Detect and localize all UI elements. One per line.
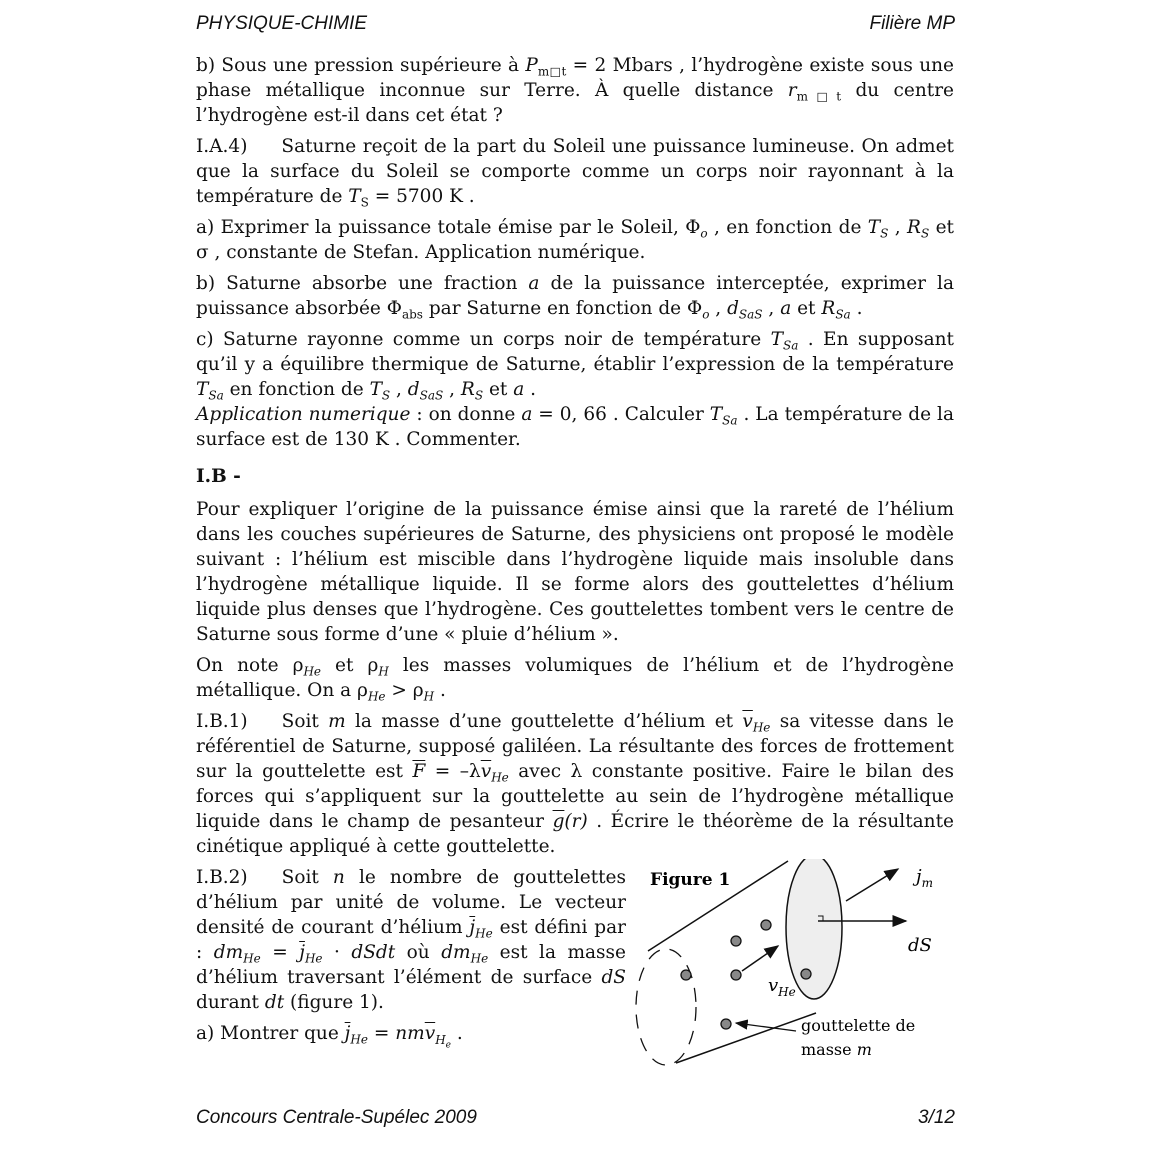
label-droplet-1: gouttelette de	[801, 1016, 916, 1035]
IB-densities: On note $\rho_{He}$ et $\rho_H$ les masses volumiques de l’hélium et de l’hydrogène métallique. On a $\rho_{He} > \rho_H$ .	[196, 655, 954, 704]
question-IA3b: b) Sous une pression supérieure à $P_{m□t} = 2$ Mbars , l’hydrogène existe sous une phase métallique inconnue sur Terre. À quelle distance $r_{m□t}$ du centre l’hydrogène est-il dans cet état ?	[196, 55, 955, 126]
question-IB2: I.B.2) Soit n le nombre de gouttelettes d’hélium par unité de volume. Le vecteur densité de courant d’hélium $\overline{j}_{He}$ est défini par : $dm_{He} = \overline{j}_{He}$ · dSdt où $dm_{He}$ est la masse d’hélium traversant l’élément de surface dS durant dt (figure 1).	[196, 867, 627, 1013]
header-track: Filière MP	[869, 13, 955, 34]
droplet	[761, 920, 771, 930]
question-IB1: I.B.1) Soit m la masse d’une gouttelette d’hélium et $\overline{v}_{He}$ sa vitesse dans le référentiel de Saturne, supposé galiléen. La résultante des forces de frottement sur la gouttelette est $\overline{F} = -\lambda\overline{v}_{He}$ avec λ constante positive. Faire le bilan des forces qui s’appliquent sur la gouttelette au sein de l’hydrogène métallique liquide dans le champ de pesanteur $\overline{g}(r)$ . Écrire le théorème de la résultante cinétique appliqué à cette gouttelette.	[196, 711, 954, 857]
droplet	[731, 970, 741, 980]
figure-1	[626, 859, 956, 1069]
figure-title: Figure 1	[650, 870, 731, 890]
droplet	[731, 936, 741, 946]
label-jm: $j_m$	[916, 866, 933, 890]
IB2-block	[196, 865, 954, 1059]
surface-element-dS	[786, 859, 842, 999]
header-subject: PHYSIQUE-CHIMIE	[196, 13, 368, 34]
footer-page: 3/12	[918, 1107, 955, 1128]
page-body	[196, 53, 955, 1059]
cylinder-back-ellipse	[636, 949, 696, 1065]
jm-arrow	[846, 869, 898, 901]
droplet-pointer	[736, 1023, 796, 1031]
droplet	[681, 970, 691, 980]
droplet	[721, 1019, 731, 1029]
label-vHe: $v_{He}$	[768, 975, 796, 999]
footer-contest: Concours Centrale-Supélec 2009	[196, 1107, 477, 1128]
velocity-arrow	[742, 946, 778, 971]
question-IB2a: a) Montrer que $\overline{j}_{He} = nm\overline{v}_{H_e}$ .	[196, 1023, 463, 1051]
section-IB-title: I.B -	[196, 466, 241, 487]
question-IA4b: b) Saturne absorbe une fraction a de la puissance interceptée, exprimer la puissance absorbée $\Phi_{abs}$ par Saturne en fonction de $\Phi_o$ , $d_{SaS}$ , a et $R_{Sa}$ .	[196, 273, 954, 322]
droplet	[801, 969, 811, 979]
cylinder-bottom-edge	[676, 1013, 816, 1063]
application-numerique: Application numerique : on donne a = 0, 66 . Calculer $T_{Sa}$ . La température de la surface est de 130 K . Commenter.	[196, 404, 954, 450]
question-IA4a: a) Exprimer la puissance totale émise par le Soleil, $\Phi_o$ , en fonction de $T_S$ , $R_S$ et σ , constante de Stefan. Application numérique.	[196, 217, 954, 263]
IB-intro: Pour expliquer l’origine de la puissance émise ainsi que la rareté de l’hélium dans les couches supérieures de Saturne, des physiciens ont proposé le modèle suivant : l’hélium est miscible dans l’hydrogène liquide mais insoluble dans l’hydrogène métallique liquide. Il se forme alors des gouttelettes d’hélium liquide plus denses que l’hydrogène. Ces gouttelettes tombent vers le centre de Saturne sous forme d’une « pluie d’hélium ».	[196, 499, 954, 645]
question-IA4c: c) Saturne rayonne comme un corps noir de température $T_{Sa}$ . En supposant qu’il y a équilibre thermique de Saturne, établir l’expression de la température $T_{Sa}$ en fonction de $T_S$ , $d_{SaS}$ , $R_S$ et a .	[196, 329, 954, 403]
label-dS: dS	[908, 935, 932, 956]
label-droplet-2: masse m	[801, 1040, 872, 1059]
question-IA4: I.A.4) Saturne reçoit de la part du Soleil une puissance lumineuse. On admet que la surface du Soleil se comporte comme un corps noir rayonnant à la température de $T_S = 5700$ K .	[196, 136, 954, 210]
